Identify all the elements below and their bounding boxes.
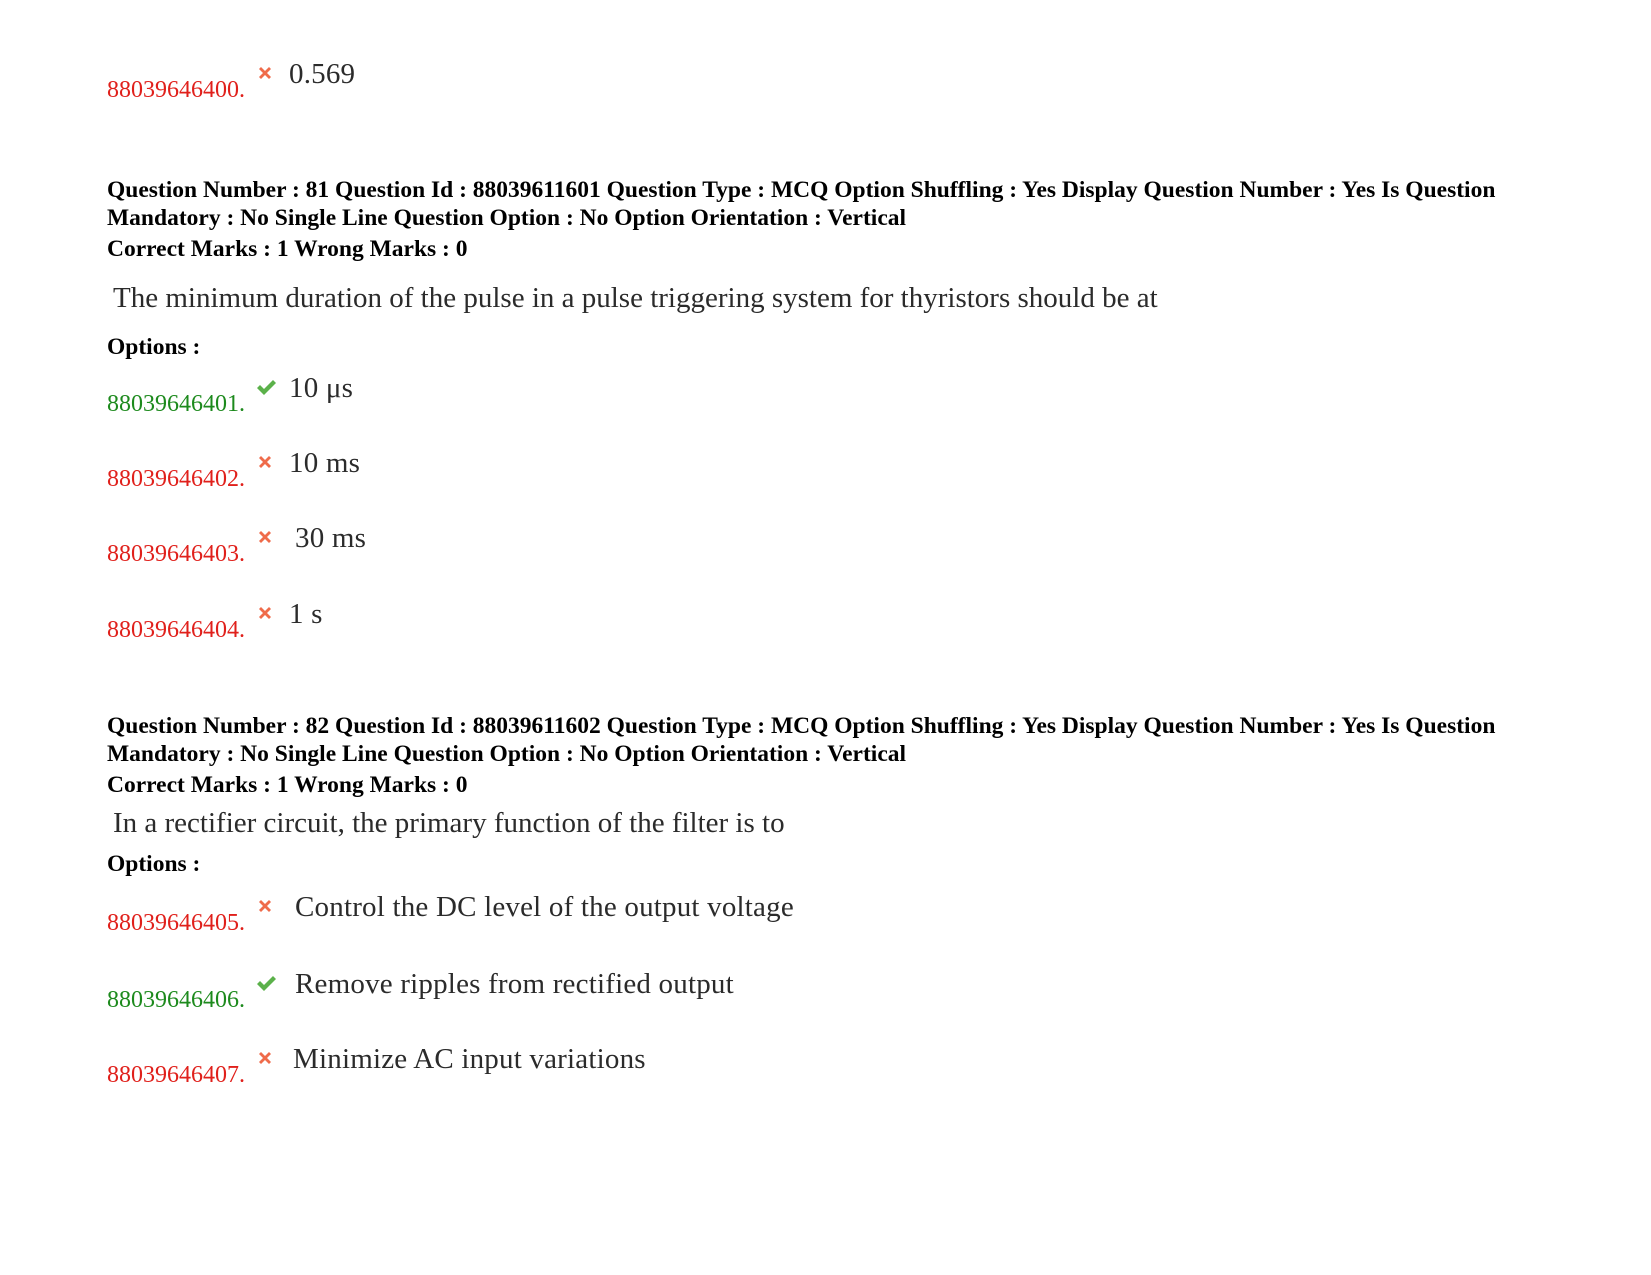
cross-icon [255, 896, 275, 916]
option-text: 1 s [289, 598, 323, 630]
cross-icon [255, 527, 275, 547]
question-meta: Question Number : 82 Question Id : 88039611602 Question Type : MCQ Option Shuffling : Yes Display Question Number : Yes Is Question Mandatory : No Single Line Question Option : No Option Orientation : Vertical [107, 713, 1496, 767]
option-id: 88039646403. [107, 541, 245, 567]
options-label: Options : [107, 851, 201, 877]
option-id: 88039646405. [107, 910, 245, 936]
question-meta: Question Number : 81 Question Id : 88039611601 Question Type : MCQ Option Shuffling : Yes Display Question Number : Yes Is Question Mandatory : No Single Line Question Option : No Option Orientation : Vertical [107, 177, 1496, 231]
question-marks: Correct Marks : 1 Wrong Marks : 0 [107, 236, 468, 262]
question-stem: The minimum duration of the pulse in a pulse triggering system for thyristors should be at [113, 282, 1158, 314]
option-text: 10 ms [289, 447, 361, 479]
option-text: Control the DC level of the output voltage [295, 891, 794, 923]
option-text: 0.569 [289, 58, 356, 90]
option-row [107, 891, 794, 938]
option-id: 88039646404. [107, 617, 245, 643]
option-id: 88039646401. [107, 391, 245, 417]
option-row [107, 372, 354, 419]
check-icon [255, 973, 275, 993]
option-id: 88039646400. [107, 77, 245, 103]
cross-icon [255, 63, 275, 83]
question-marks: Correct Marks : 1 Wrong Marks : 0 [107, 772, 468, 798]
options-label: Options : [107, 334, 201, 360]
option-text: 10 μs [289, 372, 354, 404]
option-row [107, 447, 361, 494]
option-row [107, 968, 734, 1015]
option-row [107, 1043, 646, 1090]
option-row [107, 522, 367, 569]
question-stem: In a rectifier circuit, the primary function of the filter is to [113, 807, 785, 839]
cross-icon [255, 1048, 275, 1068]
option-text: Remove ripples from rectified output [295, 968, 734, 1000]
option-text: Minimize AC input variations [293, 1043, 646, 1075]
cross-icon [255, 452, 275, 472]
option-row [107, 598, 323, 645]
option-id: 88039646402. [107, 466, 245, 492]
option-row [107, 58, 356, 105]
option-id: 88039646406. [107, 987, 245, 1013]
cross-icon [255, 603, 275, 623]
option-id: 88039646407. [107, 1062, 245, 1088]
check-icon [255, 377, 275, 397]
option-text: 30 ms [295, 522, 367, 554]
